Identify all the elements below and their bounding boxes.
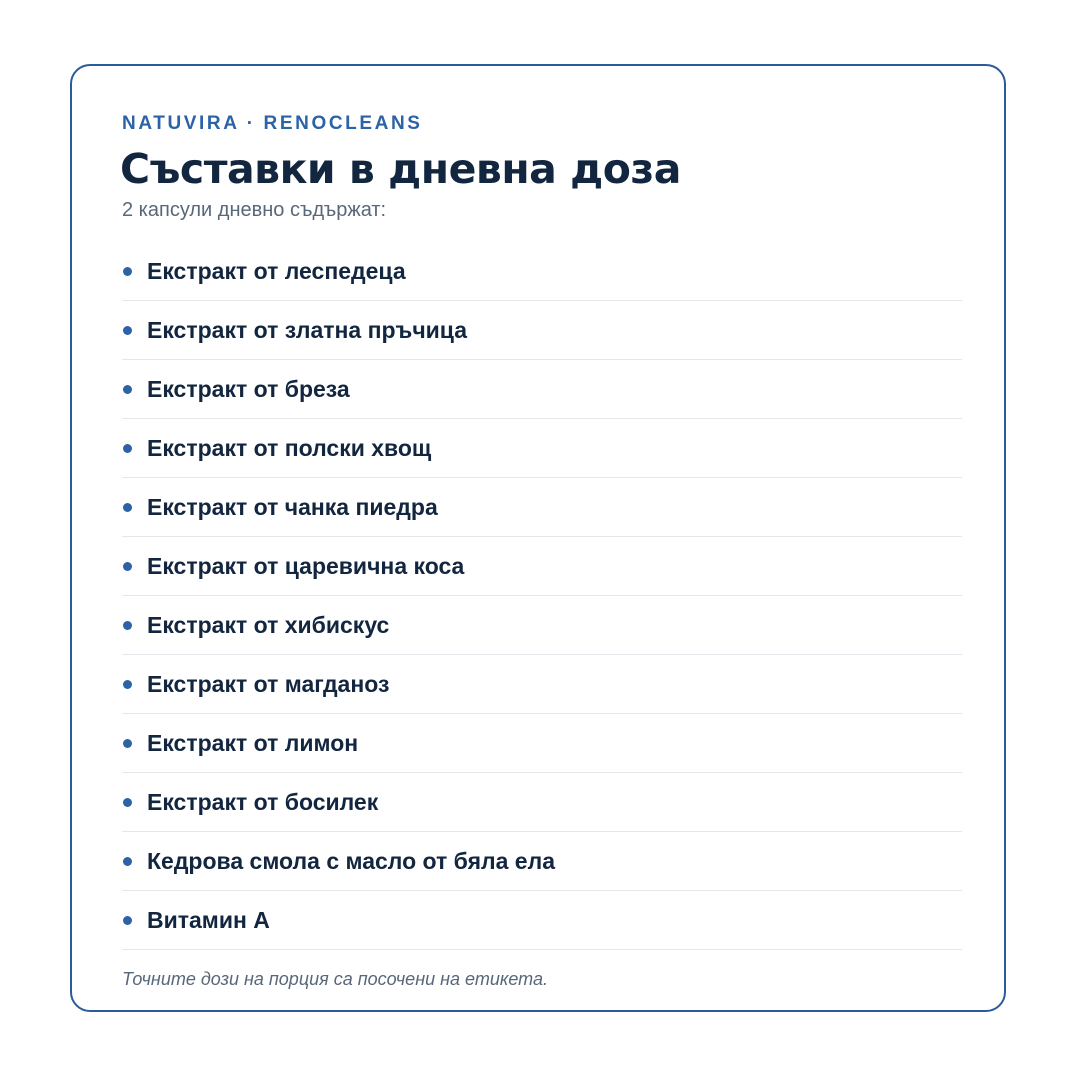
ingredient-label: Екстракт от полски хвощ [147,435,432,461]
bullet-dot-icon [123,267,132,276]
bullet-dot-icon [123,857,132,866]
bullet-dot-icon [123,444,132,453]
footnote: Точните дози на порция са посочени на етикета. [122,969,548,989]
brand-eyebrow: NATUVIRA · RENOCLEANS [122,113,423,134]
list-item [122,301,962,360]
list-item [122,832,962,891]
ingredient-label: Екстракт от леспедеца [147,258,406,284]
bullet-dot-icon [123,503,132,512]
list-item [122,596,962,655]
ingredient-label: Екстракт от чанка пиедра [147,494,438,520]
list-item [122,478,962,537]
list-item [122,242,962,301]
ingredient-label: Екстракт от босилек [147,789,379,815]
list-item [122,891,962,950]
bullet-dot-icon [123,385,132,394]
list-item [122,360,962,419]
ingredient-list [122,242,962,950]
bullet-dot-icon [123,326,132,335]
bullet-dot-icon [123,739,132,748]
ingredient-label: Екстракт от бреза [147,376,350,402]
ingredient-label: Витамин А [147,907,270,933]
ingredient-label: Екстракт от царевична коса [147,553,465,579]
bullet-dot-icon [123,798,132,807]
bullet-dot-icon [123,680,132,689]
bullet-dot-icon [123,916,132,925]
page-title: Съставки в дневна доза [120,145,681,193]
ingredient-label: Екстракт от магданоз [147,671,390,697]
ingredient-label: Екстракт от хибискус [147,612,390,638]
bullet-dot-icon [123,562,132,571]
ingredient-label: Екстракт от златна пръчица [147,317,468,343]
ingredients-card [70,64,1006,1012]
ingredient-label: Кедрова смола с масло от бяла ела [147,848,555,874]
list-item [122,655,962,714]
list-item [122,773,962,832]
subtitle: 2 капсули дневно съдържат: [122,199,387,221]
ingredient-label: Екстракт от лимон [147,730,359,756]
list-item [122,714,962,773]
list-item [122,537,962,596]
bullet-dot-icon [123,621,132,630]
list-item [122,419,962,478]
